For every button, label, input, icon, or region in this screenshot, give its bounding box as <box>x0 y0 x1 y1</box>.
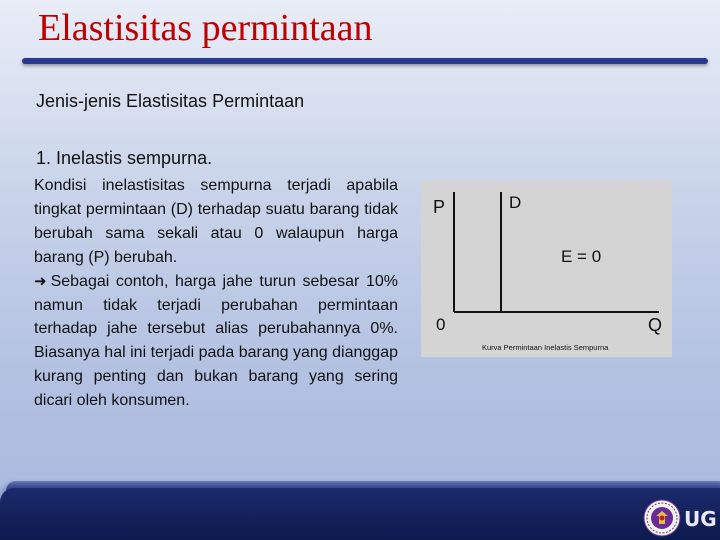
title-divider <box>22 58 708 64</box>
logo-text: UG <box>684 507 717 531</box>
demand-curve-label: D <box>509 193 522 212</box>
elasticity-label: E = 0 <box>561 247 602 266</box>
slide-footer <box>0 488 720 540</box>
paragraph-example <box>34 270 398 413</box>
demand-curve-svg <box>421 180 672 357</box>
university-emblem-icon <box>643 499 681 537</box>
slide-title: Elastisitas permintaan <box>38 7 373 49</box>
x-axis-label: Q <box>648 315 663 335</box>
right-arrow-icon: ➜ <box>34 272 47 290</box>
figure-caption: Kurva Permintaan Inelastis Sempurna <box>482 343 609 352</box>
y-axis-label: P <box>433 197 446 217</box>
demand-curve-figure <box>421 180 672 357</box>
slide-subtitle: Jenis-jenis Elastisitas Permintaan <box>36 91 305 111</box>
paragraph-example-text: Sebagai contoh, harga jahe turun sebesar 10% namun tidak terjadi perubahan permintaan terhadap jahe tersebut alias perubahannya 0%. Biasanya hal ini terjadi pada barang yang dianggap kurang penting dan bukan barang yang sering dicari oleh konsumen. <box>34 272 398 410</box>
body-text <box>34 174 398 413</box>
origin-label: 0 <box>436 315 446 334</box>
paragraph-definition: Kondisi inelastisitas sempurna terjadi apabila tingkat permintaan (D) terhadap suatu barang tidak berubah sama sekali atau 0 walaupun harga barang (P) berubah. <box>34 177 398 266</box>
section-heading: 1. Inelastis sempurna. <box>36 148 213 168</box>
